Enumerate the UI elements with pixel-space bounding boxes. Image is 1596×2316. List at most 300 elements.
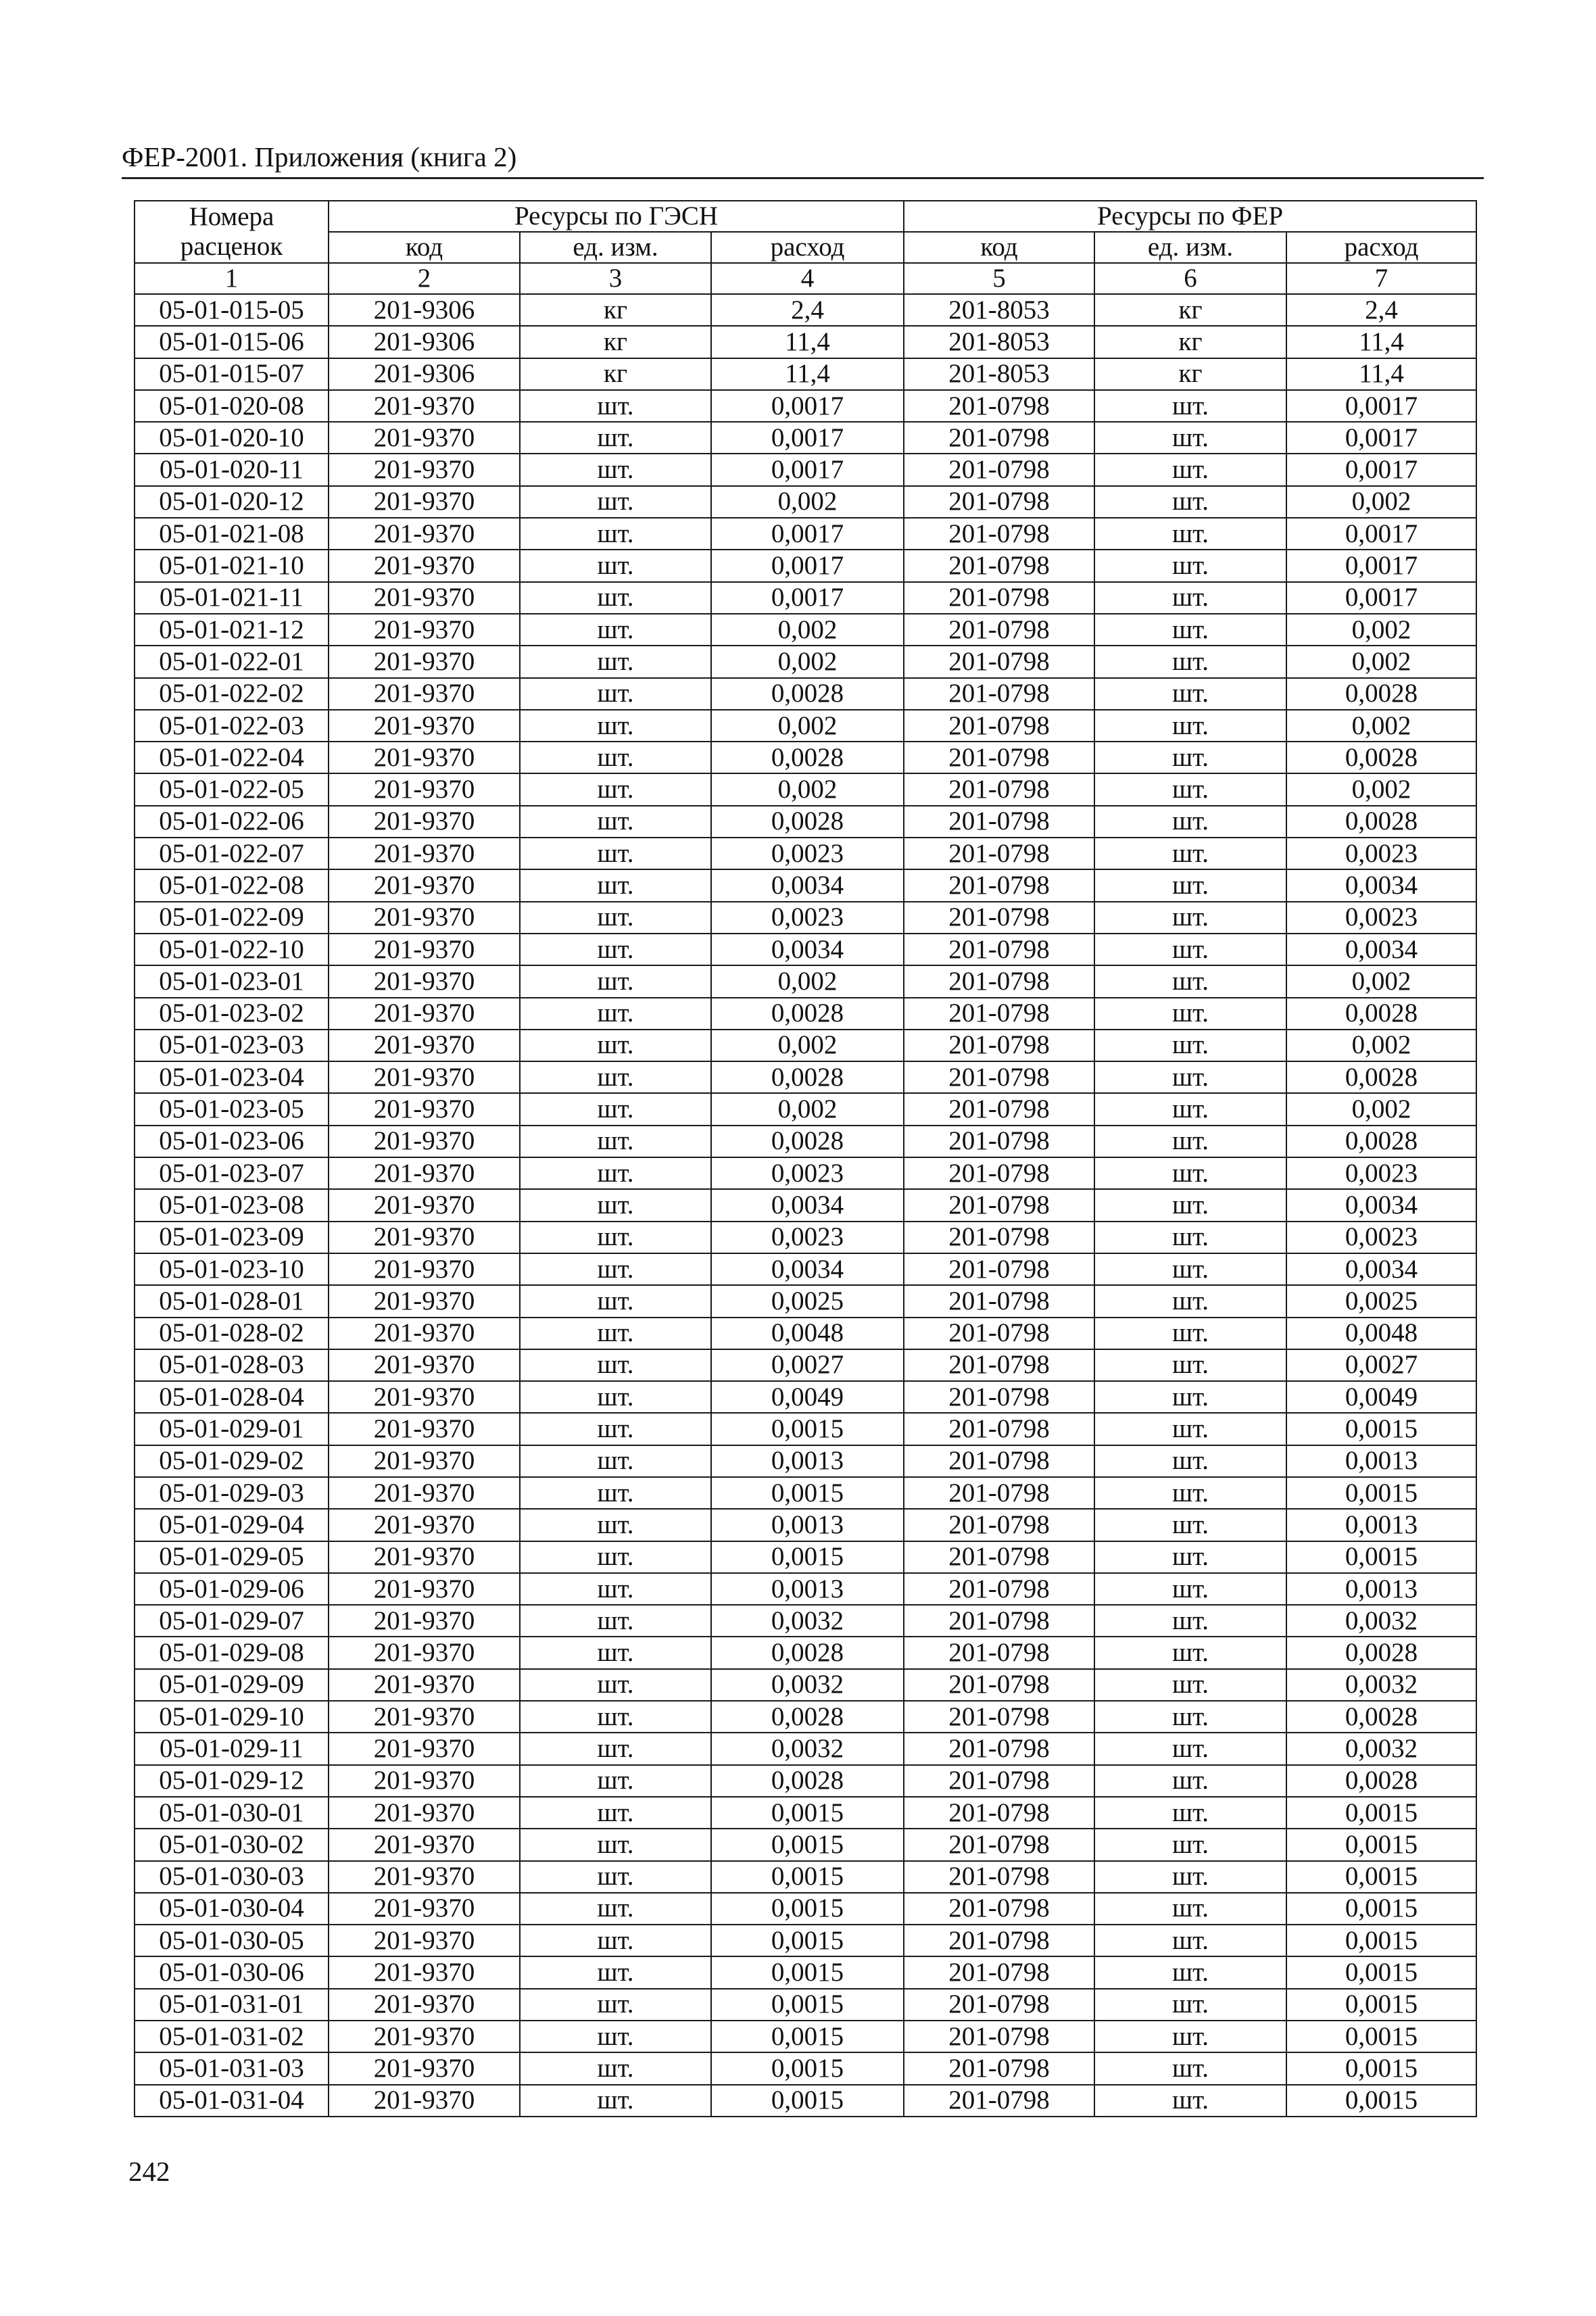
table-row [135,838,1476,869]
fer-code-cell: 201-0798 [904,1413,1094,1445]
gesn-consumption-cell: 11,4 [711,326,904,358]
fer-unit-cell: шт. [1094,1445,1286,1477]
gesn-unit-cell: шт. [520,1285,711,1317]
table-row [135,326,1476,358]
gesn-code-cell: 201-9306 [329,294,520,326]
gesn-unit-cell: шт. [520,678,711,710]
gesn-unit-cell: шт. [520,773,711,805]
table-row [135,486,1476,518]
gesn-code-cell: 201-9370 [329,998,520,1030]
rate-number-cell: 05-01-021-12 [135,614,329,646]
fer-consumption-cell: 0,0028 [1286,742,1476,773]
rate-number-cell: 05-01-015-05 [135,294,329,326]
gesn-code-cell: 201-9370 [329,1445,520,1477]
fer-consumption-cell: 0,0015 [1286,1541,1476,1573]
gesn-code-cell: 201-9370 [329,1829,520,1860]
fer-consumption-cell: 0,0032 [1286,1669,1476,1701]
gesn-unit-cell: шт. [520,1189,711,1221]
gesn-consumption-cell: 0,0023 [711,902,904,934]
table-row [135,1861,1476,1893]
rate-number-cell: 05-01-023-01 [135,965,329,997]
gesn-consumption-cell: 0,0034 [711,1253,904,1285]
gesn-code-cell: 201-9370 [329,1925,520,1956]
rate-number-cell: 05-01-030-02 [135,1829,329,1860]
table-row [135,965,1476,997]
gesn-code-cell: 201-9370 [329,1733,520,1764]
gesn-consumption-cell: 0,002 [711,646,904,677]
table-row [135,1541,1476,1573]
gesn-code-cell: 201-9370 [329,1573,520,1605]
gesn-unit-cell: шт. [520,965,711,997]
rate-number-cell: 05-01-023-02 [135,998,329,1030]
gesn-code-cell: 201-9370 [329,1477,520,1509]
subheader-fer-consumption: расход [1286,232,1476,263]
gesn-unit-cell: шт. [520,902,711,934]
fer-unit-cell: шт. [1094,869,1286,901]
fer-unit-cell: шт. [1094,1989,1286,2021]
gesn-unit-cell: шт. [520,518,711,550]
gesn-unit-cell: шт. [520,1893,711,1925]
fer-unit-cell: шт. [1094,1413,1286,1445]
column-number: 1 [135,263,329,294]
fer-code-cell: 201-0798 [904,1669,1094,1701]
gesn-code-cell: 201-9370 [329,710,520,742]
rate-number-cell: 05-01-023-08 [135,1189,329,1221]
fer-consumption-cell: 0,0017 [1286,390,1476,422]
subheader-fer-unit: ед. изм. [1094,232,1286,263]
rate-number-cell: 05-01-029-02 [135,1445,329,1477]
rate-number-cell: 05-01-022-02 [135,678,329,710]
gesn-consumption-cell: 0,002 [711,710,904,742]
fer-code-cell: 201-0798 [904,1733,1094,1764]
gesn-consumption-cell: 0,0028 [711,1765,904,1797]
fer-unit-cell: шт. [1094,1573,1286,1605]
gesn-code-cell: 201-9370 [329,902,520,934]
fer-consumption-cell: 0,0017 [1286,454,1476,485]
gesn-consumption-cell: 0,0017 [711,390,904,422]
fer-consumption-cell: 0,0015 [1286,2052,1476,2084]
fer-unit-cell: шт. [1094,742,1286,773]
table-row [135,582,1476,614]
fer-consumption-cell: 0,0015 [1286,1893,1476,1925]
gesn-code-cell: 201-9370 [329,1509,520,1541]
fer-code-cell: 201-0798 [904,742,1094,773]
gesn-unit-cell: шт. [520,1733,711,1764]
gesn-unit-cell: шт. [520,550,711,581]
rate-number-cell: 05-01-023-06 [135,1126,329,1157]
gesn-code-cell: 201-9370 [329,1030,520,1061]
rate-number-cell: 05-01-023-03 [135,1030,329,1061]
fer-consumption-cell: 0,0015 [1286,1829,1476,1860]
fer-unit-cell: шт. [1094,1126,1286,1157]
table-row [135,390,1476,422]
fer-consumption-cell: 0,0015 [1286,1989,1476,2021]
fer-unit-cell: шт. [1094,902,1286,934]
gesn-unit-cell: шт. [520,710,711,742]
fer-consumption-cell: 0,0017 [1286,582,1476,614]
fer-code-cell: 201-0798 [904,390,1094,422]
gesn-consumption-cell: 0,0034 [711,934,904,965]
gesn-code-cell: 201-9370 [329,1318,520,1349]
gesn-consumption-cell: 0,0034 [711,869,904,901]
gesn-consumption-cell: 0,0015 [711,2085,904,2117]
rate-number-cell: 05-01-028-01 [135,1285,329,1317]
rate-number-cell: 05-01-030-05 [135,1925,329,1956]
rate-number-cell: 05-01-029-11 [135,1733,329,1764]
fer-unit-cell: шт. [1094,1541,1286,1573]
rate-number-cell: 05-01-020-11 [135,454,329,485]
fer-unit-cell: шт. [1094,646,1286,677]
fer-consumption-cell: 0,002 [1286,773,1476,805]
gesn-code-cell: 201-9370 [329,806,520,838]
fer-consumption-cell: 0,0028 [1286,1701,1476,1733]
fer-code-cell: 201-0798 [904,1381,1094,1413]
fer-code-cell: 201-0798 [904,1797,1094,1829]
rate-number-cell: 05-01-029-10 [135,1701,329,1733]
rate-number-cell: 05-01-029-12 [135,1765,329,1797]
gesn-consumption-cell: 0,0017 [711,582,904,614]
gesn-code-cell: 201-9370 [329,869,520,901]
gesn-unit-cell: шт. [520,2021,711,2052]
fer-unit-cell: шт. [1094,1253,1286,1285]
gesn-unit-cell: шт. [520,1797,711,1829]
fer-code-cell: 201-0798 [904,678,1094,710]
fer-code-cell: 201-0798 [904,1477,1094,1509]
rate-number-cell: 05-01-022-08 [135,869,329,901]
fer-code-cell: 201-0798 [904,1765,1094,1797]
rate-number-cell: 05-01-015-06 [135,326,329,358]
fer-consumption-cell: 0,002 [1286,486,1476,518]
gesn-consumption-cell: 0,0023 [711,1157,904,1189]
fer-code-cell: 201-0798 [904,486,1094,518]
fer-unit-cell: шт. [1094,806,1286,838]
gesn-unit-cell: шт. [520,1509,711,1541]
gesn-code-cell: 201-9370 [329,1061,520,1093]
table-row [135,1637,1476,1668]
fer-unit-cell: шт. [1094,998,1286,1030]
fer-consumption-cell: 0,0034 [1286,869,1476,901]
fer-code-cell: 201-0798 [904,454,1094,485]
fer-consumption-cell: 11,4 [1286,326,1476,358]
fer-code-cell: 201-0798 [904,1285,1094,1317]
gesn-consumption-cell: 0,002 [711,1030,904,1061]
fer-code-cell: 201-0798 [904,1925,1094,1956]
table-row [135,1989,1476,2021]
gesn-unit-cell: шт. [520,2052,711,2084]
gesn-unit-cell: шт. [520,838,711,869]
gesn-consumption-cell: 2,4 [711,294,904,326]
fer-unit-cell: шт. [1094,1381,1286,1413]
fer-code-cell: 201-8053 [904,326,1094,358]
gesn-unit-cell: шт. [520,614,711,646]
fer-consumption-cell: 11,4 [1286,358,1476,390]
table-row [135,1477,1476,1509]
fer-consumption-cell: 0,0032 [1286,1733,1476,1764]
table-row [135,1701,1476,1733]
table-row [135,1797,1476,1829]
fer-code-cell: 201-0798 [904,1701,1094,1733]
rate-number-cell: 05-01-020-12 [135,486,329,518]
table-row [135,1349,1476,1381]
column-number: 6 [1094,263,1286,294]
rate-number-cell: 05-01-029-07 [135,1605,329,1637]
gesn-code-cell: 201-9370 [329,1989,520,2021]
fer-code-cell: 201-0798 [904,1157,1094,1189]
fer-consumption-cell: 0,0015 [1286,2085,1476,2117]
fer-code-cell: 201-0798 [904,902,1094,934]
table-row [135,1061,1476,1093]
subheader-gesn-consumption: расход [711,232,904,263]
table-row [135,773,1476,805]
gesn-code-cell: 201-9370 [329,838,520,869]
gesn-code-cell: 201-9370 [329,1253,520,1285]
gesn-unit-cell: шт. [520,2085,711,2117]
rate-number-cell: 05-01-023-04 [135,1061,329,1093]
rate-number-cell: 05-01-021-08 [135,518,329,550]
fer-unit-cell: шт. [1094,934,1286,965]
fer-unit-cell: шт. [1094,773,1286,805]
rate-number-cell: 05-01-022-10 [135,934,329,965]
fer-unit-cell: шт. [1094,2085,1286,2117]
rate-number-cell: 05-01-022-04 [135,742,329,773]
fer-consumption-cell: 0,0028 [1286,806,1476,838]
gesn-consumption-cell: 0,0013 [711,1509,904,1541]
rate-number-cell: 05-01-031-02 [135,2021,329,2052]
fer-code-cell: 201-0798 [904,869,1094,901]
fer-consumption-cell: 0,0015 [1286,1956,1476,1988]
gesn-code-cell: 201-9370 [329,965,520,997]
table-row [135,998,1476,1030]
rate-number-cell: 05-01-030-04 [135,1893,329,1925]
gesn-unit-cell: шт. [520,1093,711,1125]
fer-consumption-cell: 0,0034 [1286,1253,1476,1285]
gesn-code-cell: 201-9370 [329,773,520,805]
gesn-consumption-cell: 0,0028 [711,998,904,1030]
table-row [135,294,1476,326]
fer-consumption-cell: 0,0028 [1286,998,1476,1030]
gesn-consumption-cell: 0,0015 [711,1989,904,2021]
gesn-code-cell: 201-9370 [329,1956,520,1988]
fer-consumption-cell: 0,0025 [1286,1285,1476,1317]
gesn-unit-cell: шт. [520,1413,711,1445]
rate-number-cell: 05-01-030-06 [135,1956,329,1988]
rate-number-cell: 05-01-030-01 [135,1797,329,1829]
table-row [135,1509,1476,1541]
gesn-unit-cell: шт. [520,1349,711,1381]
table-row [135,1126,1476,1157]
fer-code-cell: 201-0798 [904,965,1094,997]
table-row [135,1445,1476,1477]
fer-code-cell: 201-0798 [904,582,1094,614]
fer-consumption-cell: 0,0023 [1286,838,1476,869]
gesn-consumption-cell: 0,0028 [711,1637,904,1668]
gesn-unit-cell: шт. [520,582,711,614]
table-row [135,1253,1476,1285]
table-row [135,678,1476,710]
fer-unit-cell: шт. [1094,1061,1286,1093]
fer-code-cell: 201-0798 [904,614,1094,646]
table-row [135,614,1476,646]
gesn-consumption-cell: 0,0028 [711,742,904,773]
rate-number-cell: 05-01-028-02 [135,1318,329,1349]
table-row [135,1605,1476,1637]
rate-number-cell: 05-01-028-04 [135,1381,329,1413]
fer-consumption-cell: 0,0015 [1286,1477,1476,1509]
table-row [135,1733,1476,1764]
gesn-unit-cell: шт. [520,1381,711,1413]
table-row [135,1381,1476,1413]
table-row [135,1573,1476,1605]
gesn-consumption-cell: 0,0028 [711,678,904,710]
gesn-unit-cell: шт. [520,1061,711,1093]
gesn-code-cell: 201-9370 [329,1285,520,1317]
gesn-consumption-cell: 0,0015 [711,1413,904,1445]
gesn-code-cell: 201-9370 [329,2021,520,2052]
rate-number-cell: 05-01-022-05 [135,773,329,805]
gesn-code-cell: 201-9370 [329,1637,520,1668]
gesn-code-cell: 201-9370 [329,486,520,518]
rate-number-cell: 05-01-031-04 [135,2085,329,2117]
rate-number-cell: 05-01-029-05 [135,1541,329,1573]
gesn-unit-cell: шт. [520,1765,711,1797]
fer-code-cell: 201-0798 [904,1893,1094,1925]
group-header-gesn: Ресурсы по ГЭСН [329,201,904,232]
gesn-consumption-cell: 0,002 [711,965,904,997]
gesn-code-cell: 201-9370 [329,390,520,422]
fer-consumption-cell: 0,002 [1286,710,1476,742]
fer-consumption-cell: 0,0013 [1286,1509,1476,1541]
gesn-unit-cell: шт. [520,1253,711,1285]
gesn-consumption-cell: 0,0032 [711,1669,904,1701]
gesn-consumption-cell: 0,0049 [711,1381,904,1413]
fer-unit-cell: шт. [1094,2052,1286,2084]
rate-number-cell: 05-01-021-11 [135,582,329,614]
gesn-consumption-cell: 0,0032 [711,1605,904,1637]
gesn-consumption-cell: 0,0017 [711,518,904,550]
fer-consumption-cell: 0,002 [1286,614,1476,646]
fer-consumption-cell: 0,0028 [1286,1637,1476,1668]
fer-consumption-cell: 0,0013 [1286,1573,1476,1605]
fer-code-cell: 201-0798 [904,710,1094,742]
table-body [135,294,1476,2117]
fer-unit-cell: шт. [1094,1349,1286,1381]
fer-code-cell: 201-0798 [904,1318,1094,1349]
rate-number-cell: 05-01-022-03 [135,710,329,742]
fer-consumption-cell: 0,0028 [1286,678,1476,710]
gesn-consumption-cell: 0,0034 [711,1189,904,1221]
fer-code-cell: 201-0798 [904,1541,1094,1573]
gesn-consumption-cell: 0,0023 [711,838,904,869]
fer-unit-cell: шт. [1094,710,1286,742]
gesn-unit-cell: шт. [520,1222,711,1253]
rate-number-cell: 05-01-031-03 [135,2052,329,2084]
gesn-unit-cell: шт. [520,422,711,454]
gesn-consumption-cell: 0,0013 [711,1573,904,1605]
fer-consumption-cell: 0,0023 [1286,1222,1476,1253]
fer-code-cell: 201-0798 [904,1573,1094,1605]
fer-unit-cell: кг [1094,294,1286,326]
gesn-unit-cell: шт. [520,1318,711,1349]
fer-unit-cell: шт. [1094,2021,1286,2052]
gesn-consumption-cell: 0,0015 [711,1893,904,1925]
fer-consumption-cell: 2,4 [1286,294,1476,326]
gesn-unit-cell: шт. [520,998,711,1030]
gesn-unit-cell: шт. [520,1925,711,1956]
table-row [135,1093,1476,1125]
fer-consumption-cell: 0,0049 [1286,1381,1476,1413]
gesn-code-cell: 201-9370 [329,1157,520,1189]
table-row [135,1413,1476,1445]
fer-unit-cell: шт. [1094,1477,1286,1509]
gesn-consumption-cell: 0,0032 [711,1733,904,1764]
gesn-unit-cell: шт. [520,390,711,422]
gesn-consumption-cell: 11,4 [711,358,904,390]
fer-code-cell: 201-0798 [904,934,1094,965]
gesn-unit-cell: шт. [520,934,711,965]
gesn-consumption-cell: 0,0015 [711,1861,904,1893]
fer-code-cell: 201-0798 [904,1349,1094,1381]
fer-consumption-cell: 0,0015 [1286,1861,1476,1893]
fer-consumption-cell: 0,002 [1286,965,1476,997]
fer-consumption-cell: 0,0015 [1286,1413,1476,1445]
rate-number-cell: 05-01-029-01 [135,1413,329,1445]
gesn-consumption-cell: 0,0013 [711,1445,904,1477]
gesn-consumption-cell: 0,0015 [711,2021,904,2052]
fer-unit-cell: шт. [1094,1925,1286,1956]
gesn-consumption-cell: 0,002 [711,1093,904,1125]
fer-code-cell: 201-0798 [904,1061,1094,1093]
gesn-unit-cell: шт. [520,646,711,677]
gesn-consumption-cell: 0,0017 [711,422,904,454]
table-row [135,358,1476,390]
page-header: ФЕР-2001. Приложения (книга 2) [122,141,517,172]
fer-code-cell: 201-0798 [904,1222,1094,1253]
fer-consumption-cell: 0,0048 [1286,1318,1476,1349]
table-row [135,806,1476,838]
fer-consumption-cell: 0,0032 [1286,1605,1476,1637]
gesn-consumption-cell: 0,0015 [711,1925,904,1956]
fer-unit-cell: шт. [1094,1605,1286,1637]
gesn-unit-cell: шт. [520,869,711,901]
rate-number-cell: 05-01-029-08 [135,1637,329,1668]
fer-code-cell: 201-0798 [904,1637,1094,1668]
fer-unit-cell: шт. [1094,1030,1286,1061]
rate-number-cell: 05-01-022-09 [135,902,329,934]
gesn-code-cell: 201-9370 [329,1093,520,1125]
rate-number-cell: 05-01-022-07 [135,838,329,869]
fer-code-cell: 201-0798 [904,1989,1094,2021]
gesn-unit-cell: кг [520,358,711,390]
gesn-code-cell: 201-9370 [329,1893,520,1925]
fer-unit-cell: шт. [1094,1637,1286,1668]
gesn-consumption-cell: 0,0015 [711,2052,904,2084]
fer-unit-cell: шт. [1094,1797,1286,1829]
table-row [135,1285,1476,1317]
fer-code-cell: 201-0798 [904,1189,1094,1221]
fer-code-cell: 201-0798 [904,1605,1094,1637]
header-rule [122,177,1484,179]
table-row [135,2052,1476,2084]
rate-number-cell: 05-01-029-09 [135,1669,329,1701]
fer-code-cell: 201-0798 [904,773,1094,805]
fer-code-cell: 201-0798 [904,1126,1094,1157]
fer-unit-cell: шт. [1094,1285,1286,1317]
gesn-unit-cell: шт. [520,1477,711,1509]
col-header-rate-numbers-label: Номера расценок [180,202,283,261]
fer-code-cell: 201-0798 [904,1093,1094,1125]
rate-number-cell: 05-01-030-03 [135,1861,329,1893]
fer-unit-cell: кг [1094,326,1286,358]
